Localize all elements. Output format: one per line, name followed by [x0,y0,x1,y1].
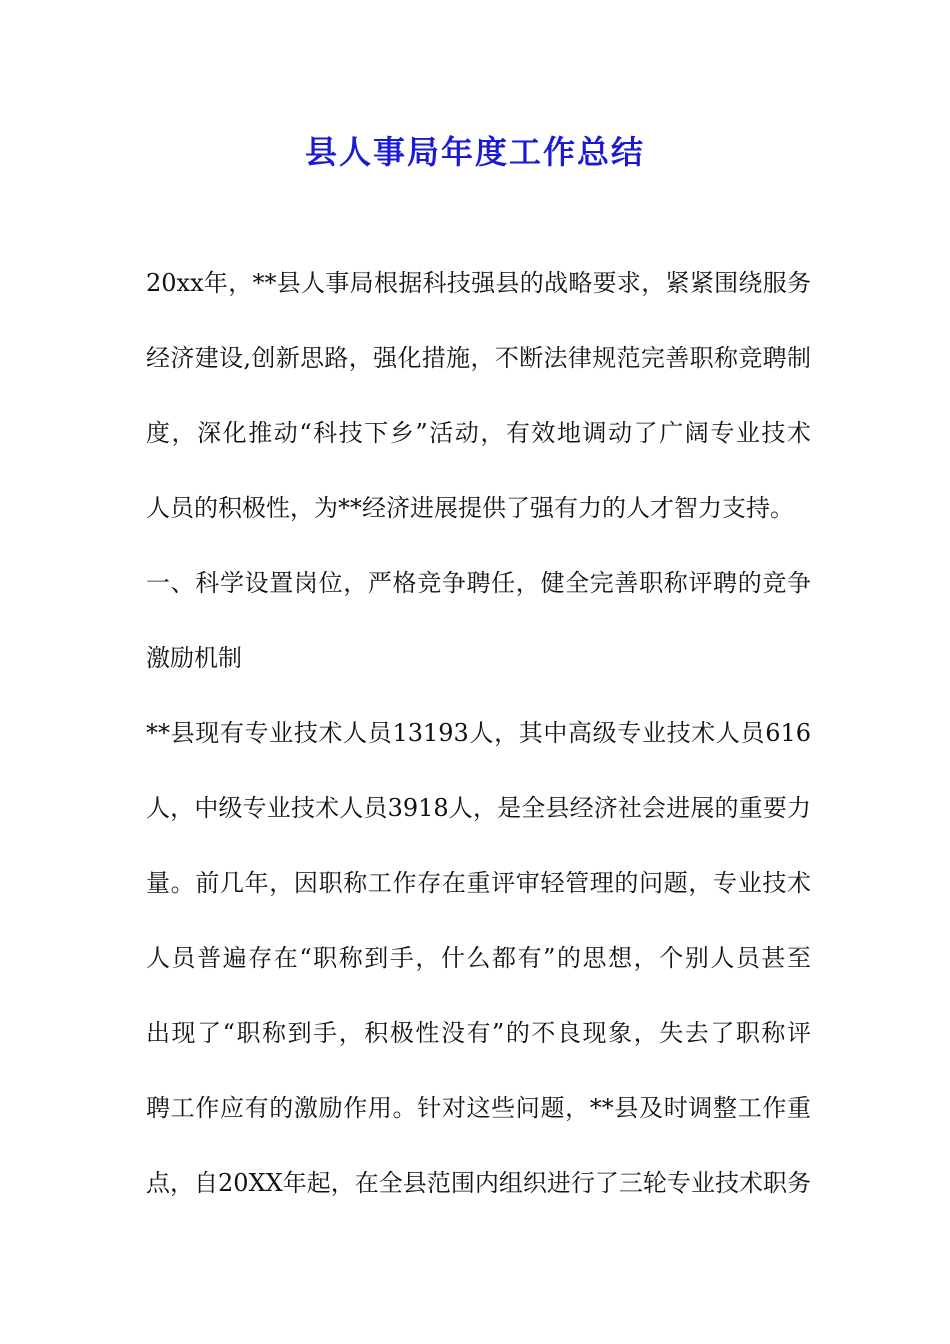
paragraph-line: 度，深化推动“科技下乡”活动，有效地调动了广阔专业技术 [146,419,811,447]
paragraph-line: 聘工作应有的激励作用。针对这些问题，**县及时调整工作重 [146,1094,811,1122]
paragraph-line: 人，中级专业技术人员3918人，是全县经济社会进展的重要力 [146,794,811,822]
document-body [146,246,811,1221]
paragraph-line: 量。前几年，因职称工作存在重评审轻管理的问题，专业技术 [146,869,811,897]
paragraph-line: 出现了“职称到手，积极性没有”的不良现象，失去了职称评 [146,1019,811,1047]
paragraph-line: 点，自20XX年起，在全县范围内组织进行了三轮专业技术职务 [146,1169,811,1197]
paragraph-line: 经济建设,创新思路，强化措施，不断法律规范完善职称竞聘制 [146,344,811,372]
paragraph-line: 20xx年，**县人事局根据科技强县的战略要求，紧紧围绕服务 [146,269,811,297]
section-heading-line: 激励机制 [146,644,242,672]
paragraph-line: **县现有专业技术人员13193人，其中高级专业技术人员616 [146,719,811,747]
section-heading-line: 一、科学设置岗位，严格竞争聘任，健全完善职称评聘的竞争 [146,569,811,597]
paragraph-line: 人员的积极性，为**经济进展提供了强有力的人才智力支持。 [146,494,794,522]
paragraph-line: 人员普遍存在“职称到手，什么都有”的思想，个别人员甚至 [146,944,811,972]
document-title: 县人事局年度工作总结 [304,133,645,171]
